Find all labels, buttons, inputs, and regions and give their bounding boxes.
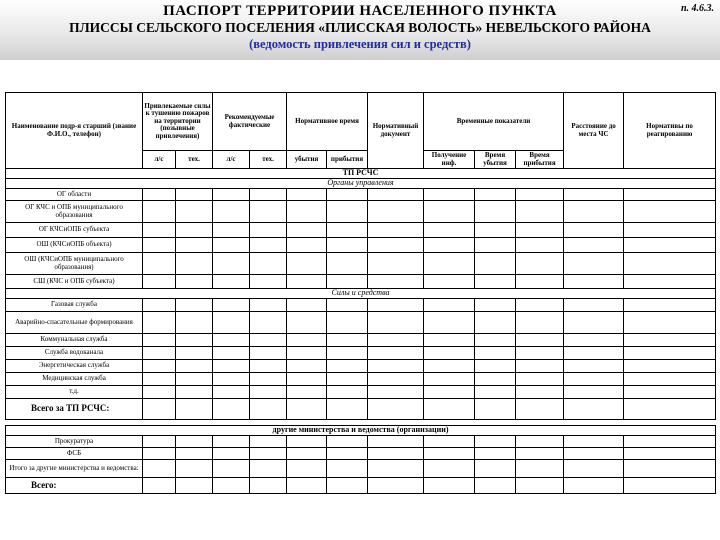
table-cell	[213, 373, 250, 386]
table-cell	[176, 460, 213, 478]
table-cell	[475, 360, 516, 373]
table-cell	[368, 399, 424, 420]
table-cell	[624, 275, 716, 289]
table-cell	[213, 399, 250, 420]
table-cell	[250, 253, 287, 275]
table-cell	[368, 360, 424, 373]
table-cell	[250, 373, 287, 386]
table-cell	[475, 275, 516, 289]
row-label: т.д.	[6, 386, 143, 399]
table-cell	[624, 201, 716, 223]
table-cell	[624, 460, 716, 478]
table-cell	[564, 312, 624, 334]
table-cell	[213, 478, 250, 494]
header-row-1	[6, 93, 716, 151]
table-row	[6, 238, 716, 253]
table-cell	[475, 238, 516, 253]
table-cell	[143, 238, 176, 253]
table-cell	[176, 386, 213, 399]
table-cell	[327, 386, 368, 399]
table-cell	[250, 347, 287, 360]
table-cell	[516, 360, 564, 373]
table-cell	[250, 312, 287, 334]
table-cell	[516, 448, 564, 460]
table-cell	[250, 238, 287, 253]
table-cell	[564, 275, 624, 289]
table-row	[6, 373, 716, 386]
table-cell	[368, 299, 424, 312]
table-cell	[624, 399, 716, 420]
table-cell	[143, 299, 176, 312]
table-cell	[424, 189, 475, 201]
table-cell	[213, 223, 250, 238]
table-cell	[564, 238, 624, 253]
table-cell	[287, 189, 327, 201]
table-row	[6, 460, 716, 478]
row-label: Коммунальная служба	[6, 334, 143, 347]
table-cell	[564, 347, 624, 360]
table-cell	[564, 201, 624, 223]
table-cell	[287, 399, 327, 420]
table-cell	[327, 360, 368, 373]
table-cell	[564, 399, 624, 420]
table-cell	[287, 223, 327, 238]
table-cell	[624, 373, 716, 386]
table-cell	[287, 334, 327, 347]
table-cell	[143, 223, 176, 238]
table-cell	[424, 347, 475, 360]
table-cell	[475, 223, 516, 238]
table-cell	[516, 253, 564, 275]
table-cell	[287, 201, 327, 223]
table-cell	[368, 347, 424, 360]
table-cell	[475, 399, 516, 420]
title-line-3: (ведомость привлечения сил и средств)	[249, 37, 471, 51]
table-cell	[176, 201, 213, 223]
table-cell	[213, 334, 250, 347]
total-all-label: Всего:	[6, 478, 143, 494]
table-cell	[176, 478, 213, 494]
table-cell	[424, 399, 475, 420]
table-cell	[143, 360, 176, 373]
table-cell	[424, 223, 475, 238]
section-row	[6, 169, 716, 179]
sub-ls-2: л/с	[213, 151, 250, 169]
table-cell	[176, 189, 213, 201]
table-cell	[327, 399, 368, 420]
table-cell	[624, 347, 716, 360]
table-cell	[143, 386, 176, 399]
table-cell	[287, 386, 327, 399]
table-cell	[250, 189, 287, 201]
table-cell	[213, 299, 250, 312]
table-cell	[287, 275, 327, 289]
table-cell	[327, 460, 368, 478]
table-cell	[368, 189, 424, 201]
table-cell	[516, 201, 564, 223]
table-cell	[213, 238, 250, 253]
table-cell	[564, 334, 624, 347]
sub-ls-1: л/с	[143, 151, 176, 169]
table-cell	[424, 448, 475, 460]
table-cell	[327, 189, 368, 201]
table-cell	[143, 253, 176, 275]
table-cell	[368, 238, 424, 253]
row-label: Итого за другие министерства и ведомства:	[6, 460, 143, 478]
table-cell	[368, 275, 424, 289]
table-cell	[564, 360, 624, 373]
table-cell	[287, 299, 327, 312]
section-management: Органы управления	[6, 179, 716, 189]
table-cell	[250, 478, 287, 494]
table-cell	[368, 334, 424, 347]
table-cell	[213, 360, 250, 373]
table-cell	[424, 436, 475, 448]
table-cell	[475, 299, 516, 312]
table-cell	[287, 253, 327, 275]
table-cell	[624, 386, 716, 399]
table-cell	[287, 460, 327, 478]
row-label: ОШ (КЧСиОПБ муниципального образования)	[6, 253, 143, 275]
table-row	[6, 299, 716, 312]
table-cell	[143, 334, 176, 347]
table-cell	[176, 334, 213, 347]
table-cell	[213, 201, 250, 223]
table-cell	[516, 399, 564, 420]
table-cell	[424, 386, 475, 399]
table-cell	[250, 448, 287, 460]
table-cell	[624, 189, 716, 201]
table-cell	[143, 347, 176, 360]
table-cell	[368, 253, 424, 275]
table-cell	[424, 478, 475, 494]
table-cell	[176, 312, 213, 334]
table-row	[6, 253, 716, 275]
total-row	[6, 478, 716, 494]
table-row	[6, 448, 716, 460]
table-cell	[250, 334, 287, 347]
table-cell	[475, 312, 516, 334]
table-cell	[176, 275, 213, 289]
total-row	[6, 399, 716, 420]
table-cell	[516, 189, 564, 201]
table-cell	[143, 399, 176, 420]
row-label: ОГ КЧСиОПБ субъекта	[6, 223, 143, 238]
title-line-2: ПЛИССЫ СЕЛЬСКОГО ПОСЕЛЕНИЯ «ПЛИССКАЯ ВОЛОСТЬ» НЕВЕЛЬСКОГО РАЙОНА	[69, 20, 651, 35]
table-cell	[327, 334, 368, 347]
table-cell	[327, 478, 368, 494]
table-cell	[176, 399, 213, 420]
table-cell	[516, 223, 564, 238]
table-cell	[176, 223, 213, 238]
table-cell	[564, 189, 624, 201]
table-cell	[143, 460, 176, 478]
sub-departure: убытия	[287, 151, 327, 169]
table-cell	[287, 347, 327, 360]
table-cell	[424, 201, 475, 223]
table-cell	[250, 223, 287, 238]
table-cell	[368, 312, 424, 334]
table-cell	[564, 299, 624, 312]
section-row	[6, 289, 716, 299]
table-cell	[287, 436, 327, 448]
col-distance: Расстояние до места ЧС	[564, 93, 624, 169]
table-cell	[327, 238, 368, 253]
table-cell	[368, 373, 424, 386]
table-cell	[424, 373, 475, 386]
col-nearest: Привлекаемые силы к тушению пожаров на территории (позывные привлечения)	[143, 93, 213, 151]
row-label: Прокуратура	[6, 436, 143, 448]
table-cell	[213, 448, 250, 460]
table-cell	[516, 460, 564, 478]
table-row	[6, 275, 716, 289]
table-cell	[424, 460, 475, 478]
row-label: Энергетическая служба	[6, 360, 143, 373]
table-cell	[213, 347, 250, 360]
row-label: ФСБ	[6, 448, 143, 460]
col-recommended: Рекомендуемые фактические	[213, 93, 287, 151]
row-label: СШ (КЧС и ОПБ субъекта)	[6, 275, 143, 289]
document-header	[0, 0, 720, 60]
table-cell	[176, 347, 213, 360]
table-cell	[475, 373, 516, 386]
table-cell	[624, 312, 716, 334]
table-cell	[250, 460, 287, 478]
table-cell	[368, 478, 424, 494]
table-cell	[624, 299, 716, 312]
table-cell	[475, 189, 516, 201]
table-cell	[424, 334, 475, 347]
sub-received: Получение инф.	[424, 151, 475, 169]
table-cell	[213, 460, 250, 478]
table-cell	[368, 436, 424, 448]
table-cell	[368, 460, 424, 478]
table-cell	[213, 253, 250, 275]
sub-tech-1: тех.	[176, 151, 213, 169]
table-cell	[213, 312, 250, 334]
table-cell	[624, 238, 716, 253]
table-cell	[624, 253, 716, 275]
table-cell	[516, 299, 564, 312]
table-cell	[327, 201, 368, 223]
row-label: Медицинская служба	[6, 373, 143, 386]
table-cell	[143, 312, 176, 334]
table-cell	[475, 478, 516, 494]
table-cell	[213, 386, 250, 399]
table-cell	[176, 373, 213, 386]
table-cell	[327, 373, 368, 386]
table-cell	[176, 448, 213, 460]
table-cell	[624, 448, 716, 460]
table-cell	[250, 399, 287, 420]
table-cell	[143, 275, 176, 289]
table-cell	[516, 334, 564, 347]
table-cell	[424, 360, 475, 373]
table-cell	[564, 253, 624, 275]
table-cell	[327, 312, 368, 334]
table-row	[6, 386, 716, 399]
table-cell	[475, 460, 516, 478]
table-cell	[475, 201, 516, 223]
table-cell	[327, 347, 368, 360]
table-cell	[624, 436, 716, 448]
table-cell	[250, 201, 287, 223]
table-cell	[516, 386, 564, 399]
table-cell	[213, 189, 250, 201]
table-cell	[176, 360, 213, 373]
table-cell	[143, 373, 176, 386]
col-norm-time: Нормативное время	[287, 93, 368, 151]
table-cell	[287, 478, 327, 494]
row-label: Аварийно-спасательные формирования	[6, 312, 143, 334]
table-cell	[516, 373, 564, 386]
table-cell	[564, 373, 624, 386]
col-time-indicators: Временные показатели	[424, 93, 564, 151]
table-row	[6, 223, 716, 238]
table-cell	[176, 436, 213, 448]
table-cell	[143, 436, 176, 448]
table-cell	[143, 448, 176, 460]
table-cell	[287, 238, 327, 253]
section-tp-rschs: ТП РСЧС	[6, 169, 716, 179]
table-cell	[143, 189, 176, 201]
table-cell	[564, 386, 624, 399]
table-row	[6, 436, 716, 448]
table-cell	[368, 201, 424, 223]
table-cell	[424, 299, 475, 312]
table-cell	[624, 334, 716, 347]
table-cell	[475, 334, 516, 347]
section-other: другие министерства и ведомства (организации)	[6, 426, 716, 436]
table-cell	[143, 478, 176, 494]
table-cell	[564, 448, 624, 460]
table-cell	[327, 223, 368, 238]
table-cell	[475, 347, 516, 360]
table-cell	[176, 253, 213, 275]
table-cell	[368, 448, 424, 460]
section-row	[6, 426, 716, 436]
table-cell	[564, 460, 624, 478]
table-cell	[327, 253, 368, 275]
section-row	[6, 179, 716, 189]
table-cell	[176, 238, 213, 253]
forces-table	[5, 92, 716, 494]
table-cell	[516, 436, 564, 448]
table-cell	[176, 299, 213, 312]
table-row	[6, 312, 716, 334]
table-cell	[624, 223, 716, 238]
table-cell	[564, 223, 624, 238]
col-norm-doc: Нормативный документ	[368, 93, 424, 169]
table-cell	[475, 448, 516, 460]
table-cell	[287, 373, 327, 386]
table-cell	[475, 436, 516, 448]
table-cell	[327, 275, 368, 289]
table-cell	[287, 448, 327, 460]
table-row	[6, 189, 716, 201]
table-cell	[475, 386, 516, 399]
table-cell	[143, 201, 176, 223]
table-cell	[213, 275, 250, 289]
page-number: п. 4.6.3.	[680, 3, 714, 14]
table-cell	[516, 312, 564, 334]
table-cell	[516, 478, 564, 494]
table-row	[6, 201, 716, 223]
sub-arr-time: Время прибытия	[516, 151, 564, 169]
table-row	[6, 334, 716, 347]
table-cell	[564, 478, 624, 494]
row-label: ОШ (КЧСиОПБ объекта)	[6, 238, 143, 253]
table-cell	[424, 238, 475, 253]
table-cell	[564, 436, 624, 448]
table-row	[6, 347, 716, 360]
table-cell	[250, 360, 287, 373]
sub-dep-time: Время убытия	[475, 151, 516, 169]
table-cell	[516, 238, 564, 253]
table-row	[6, 360, 716, 373]
row-label: ОГ области	[6, 189, 143, 201]
table-cell	[424, 253, 475, 275]
row-label: Газовая служба	[6, 299, 143, 312]
table-cell	[327, 448, 368, 460]
sub-tech-2: тех.	[250, 151, 287, 169]
table-cell	[327, 299, 368, 312]
table-cell	[213, 436, 250, 448]
table-cell	[516, 347, 564, 360]
row-label: Служба водоканала	[6, 347, 143, 360]
table-cell	[250, 275, 287, 289]
table-cell	[516, 275, 564, 289]
table-cell	[424, 275, 475, 289]
table-cell	[287, 360, 327, 373]
section-forces: Силы и средства	[6, 289, 716, 299]
table-cell	[368, 386, 424, 399]
table-cell	[624, 360, 716, 373]
table-cell	[287, 312, 327, 334]
table-cell	[250, 386, 287, 399]
total-tp-label: Всего за ТП РСЧС:	[6, 399, 143, 420]
table-cell	[250, 436, 287, 448]
table-cell	[250, 299, 287, 312]
table-cell	[624, 478, 716, 494]
title-line-1: ПАСПОРТ ТЕРРИТОРИИ НАСЕЛЕННОГО ПУНКТА	[163, 3, 557, 19]
table-cell	[368, 223, 424, 238]
row-label: ОГ КЧС и ОПБ муниципального образования	[6, 201, 143, 223]
table-cell	[475, 253, 516, 275]
col-readiness: Нормативы по реагированию	[624, 93, 716, 169]
table-cell	[424, 312, 475, 334]
col-position: Наименование подр-я старший (звание Ф.И.О., телефон)	[6, 93, 143, 169]
sub-arrival: прибытия	[327, 151, 368, 169]
table-cell	[327, 436, 368, 448]
